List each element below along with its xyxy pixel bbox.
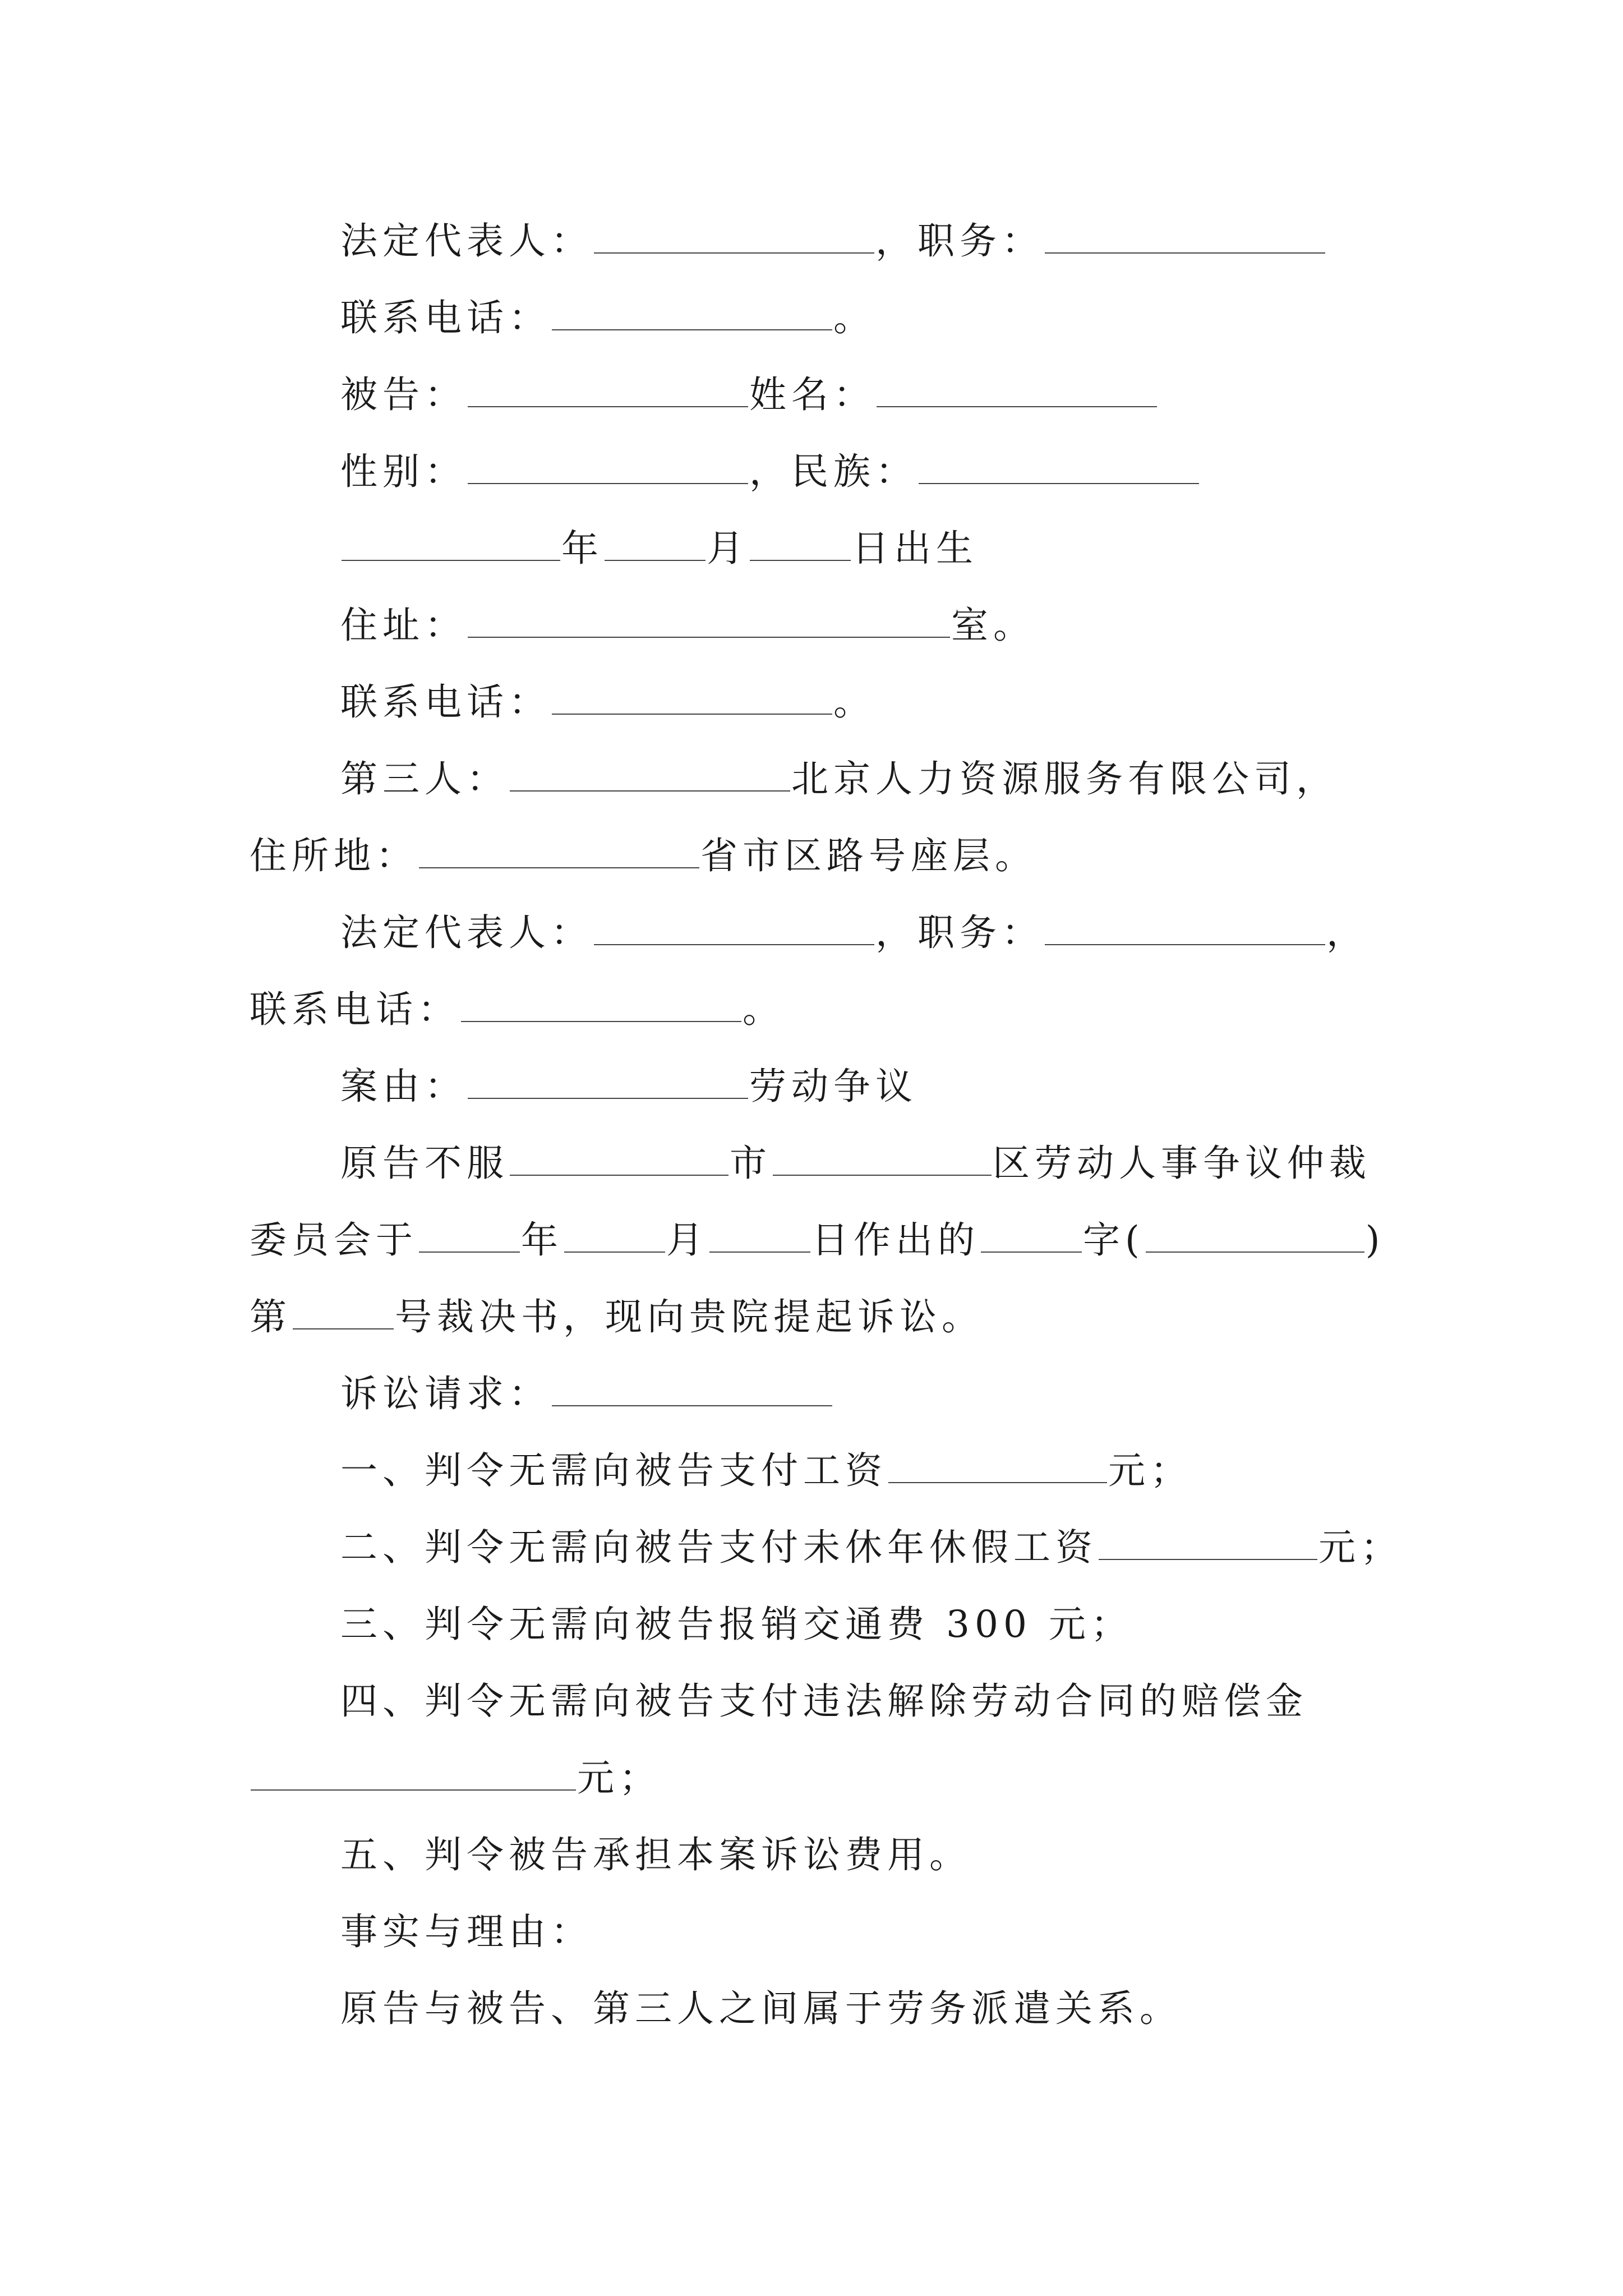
- blank-field: [468, 446, 748, 484]
- defendant-line: 被告： 姓名：: [250, 361, 1382, 429]
- blank-field: [251, 1752, 576, 1791]
- blank-field: [468, 1061, 748, 1099]
- blank-field: [468, 600, 950, 638]
- blank-field: [552, 292, 832, 330]
- claim-5: 五、判令被告承担本案诉讼费用。: [340, 1833, 971, 1876]
- address-line: 住址： 室。: [250, 592, 1382, 659]
- facts-paragraph: 原告与被告、第三人之间属于劳务派遣关系。: [340, 1987, 1182, 2030]
- claim-2: 二、判令无需向被告支付未休年休假工资 元；: [250, 1514, 1382, 1581]
- blank-field: [888, 1445, 1107, 1483]
- third-party-line: 第三人： 北京人力资源服务有限公司，: [250, 746, 1382, 813]
- blank-field: [605, 523, 706, 561]
- blank-field: [594, 907, 874, 945]
- domicile-line: 住所地： 省市区路号座层。: [250, 822, 1382, 890]
- phone-line: 联系电话： 。: [250, 284, 1382, 352]
- blank-field: [1099, 1522, 1317, 1560]
- blank-field: [468, 369, 748, 407]
- claim-3: 三、判令无需向被告报销交通费 300 元；: [340, 1603, 1133, 1646]
- blank-field: [750, 523, 851, 561]
- blank-field: [1045, 215, 1325, 254]
- blank-field: [510, 753, 790, 792]
- blank-field: [461, 984, 741, 1022]
- phone-line: 联系电话： 。: [250, 669, 1382, 736]
- blank-field: [552, 677, 832, 715]
- claim-4: 四、判令无需向被告支付违法解除劳动合同的赔偿金: [340, 1680, 1308, 1723]
- appeal-line-2: 委员会于 年 月 日作出的 字( ): [250, 1207, 1382, 1274]
- appeal-line-3: 第 号裁决书，现向贵院提起诉讼。: [250, 1283, 1382, 1351]
- legal-representative-line: 法定代表人： ，职务：: [250, 208, 1382, 275]
- blank-field: [1146, 1214, 1364, 1253]
- blank-field: [919, 446, 1199, 484]
- case-cause-line: 案由： 劳动争议: [250, 1053, 1382, 1120]
- legal-representative-line: 法定代表人： ，职务： ，: [250, 899, 1382, 967]
- blank-field: [419, 830, 699, 868]
- blank-field: [342, 523, 560, 561]
- blank-field: [709, 1214, 810, 1253]
- blank-field: [773, 1138, 992, 1176]
- gender-ethnicity-line: 性别： ，民族：: [250, 438, 1382, 505]
- claim-4-continued: 元；: [250, 1745, 1382, 1812]
- blank-field: [594, 215, 874, 254]
- blank-field: [877, 369, 1157, 407]
- blank-field: [419, 1214, 520, 1253]
- phone-line: 联系电话： 。: [250, 976, 1382, 1043]
- claims-heading: 诉讼请求：: [250, 1360, 1382, 1428]
- claim-1: 一、判令无需向被告支付工资 元；: [250, 1437, 1382, 1504]
- blank-field: [552, 1368, 832, 1406]
- birth-date-line: 年 月 日出生: [250, 515, 1382, 582]
- blank-field: [564, 1214, 665, 1253]
- blank-field: [981, 1214, 1082, 1253]
- blank-field: [510, 1138, 728, 1176]
- appeal-line-1: 原告不服 市 区劳动人事争议仲裁: [250, 1130, 1382, 1197]
- blank-field: [1045, 907, 1325, 945]
- blank-field: [293, 1291, 394, 1329]
- facts-heading: 事实与理由：: [340, 1910, 593, 1953]
